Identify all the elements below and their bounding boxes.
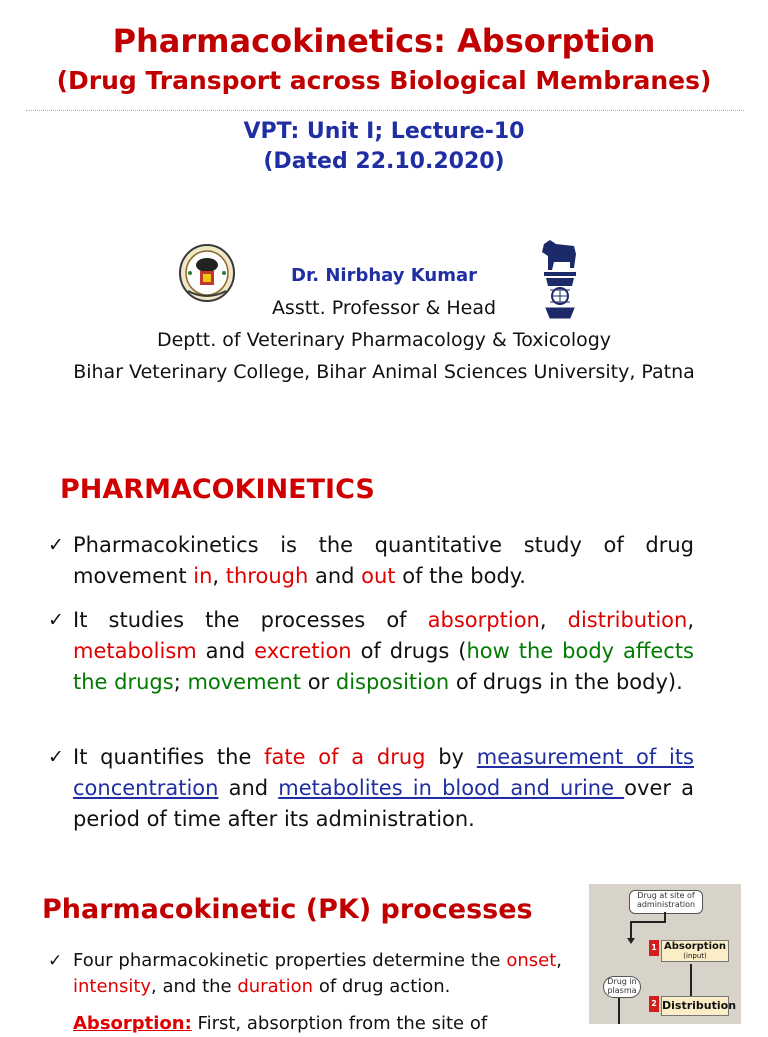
section-heading-pharmacokinetics: PHARMACOKINETICS	[60, 474, 375, 505]
bullet-item	[48, 530, 694, 592]
highlight-onset: onset	[506, 950, 557, 971]
highlight-absorption-label: Absorption:	[73, 1013, 192, 1034]
lecture-number: VPT: Unit I; Lecture-10	[243, 119, 525, 144]
divider	[26, 110, 744, 111]
figure-site-box: Drug at site of administration	[629, 890, 703, 914]
highlight-intensity: intensity	[73, 976, 152, 997]
text-span: by	[425, 745, 477, 769]
figure-plasma-box: Drug in plasma	[603, 976, 641, 998]
figure-absorption-label: Absorption	[663, 941, 726, 952]
text-span: and	[218, 776, 279, 800]
text-span: , and the	[151, 976, 238, 997]
bullet-text	[48, 948, 562, 1000]
pk-process-figure	[589, 884, 741, 1024]
author-department: Deptt. of Veterinary Pharmacology & Toxicology	[156, 329, 612, 351]
highlight-through: through	[225, 564, 309, 588]
text-span: Four pharmacokinetic properties determine the	[73, 950, 507, 971]
text-span: ,	[556, 950, 562, 971]
lecture-date: (Dated 22.10.2020)	[263, 149, 505, 174]
text-span: of drug action.	[313, 976, 451, 997]
bullet-text	[48, 605, 694, 698]
text-span: ,	[687, 608, 695, 632]
highlight-disposition: disposition	[335, 670, 450, 694]
underline-measurement: measurement of its concentration	[73, 745, 695, 800]
author-name: Dr. Nirbhay Kumar	[291, 265, 477, 286]
step-number-2: 2	[649, 996, 659, 1012]
text-span: ,	[212, 564, 226, 588]
lecture-info	[0, 117, 768, 177]
text-span: First, absorption from the site of	[191, 1013, 488, 1034]
slide-subtitle: (Drug Transport across Biological Membranes)	[56, 66, 712, 95]
highlight-metabolism: metabolism	[73, 639, 197, 663]
highlight-duration: duration	[237, 976, 314, 997]
figure-absorption-box	[661, 940, 729, 962]
text-span: It studies the processes of	[73, 608, 428, 632]
underline-metabolites: metabolites in blood and urine	[278, 776, 625, 800]
bullet-text	[48, 530, 694, 592]
author-institution: Bihar Veterinary College, Bihar Animal Sciences University, Patna	[73, 361, 695, 383]
checkmark-icon: ✓	[48, 609, 64, 631]
text-span: Pharmacokinetics is the quantitative study of drug movement	[73, 533, 694, 588]
highlight-in: in	[193, 564, 213, 588]
highlight-absorption: absorption	[427, 608, 540, 632]
text-span: and	[196, 639, 255, 663]
text-span: over a period of time after its administration.	[73, 776, 695, 831]
bullet-item	[48, 742, 694, 835]
text-span: of the body.	[395, 564, 526, 588]
step-number-1: 1	[649, 940, 659, 956]
figure-distribution-label: Distribution	[661, 996, 729, 1016]
figure-absorption-sub: (input)	[683, 952, 707, 960]
text-span: of drugs (	[351, 639, 467, 663]
highlight-fate: fate of a drug	[264, 745, 426, 769]
checkmark-icon: ✓	[48, 534, 64, 556]
bullet-item	[48, 948, 562, 1000]
bullet-text	[48, 742, 694, 835]
text-span: of drugs in the body).	[449, 670, 683, 694]
bullet-item	[48, 605, 694, 698]
slide-title: Pharmacokinetics: Absorption	[112, 22, 656, 60]
highlight-distribution: distribution	[567, 608, 688, 632]
section-heading-pk-processes: Pharmacokinetic (PK) processes	[42, 894, 533, 925]
checkmark-icon: ✓	[48, 951, 63, 971]
highlight-movement: movement	[187, 670, 302, 694]
text-span: ,	[539, 608, 568, 632]
highlight-how-body-affects: how the body affects the drugs	[73, 639, 694, 694]
bullet-item-partial	[48, 1011, 562, 1037]
text-span: or	[301, 670, 336, 694]
highlight-excretion: excretion	[254, 639, 352, 663]
text-span: It quantifies the	[73, 745, 265, 769]
text-span: ;	[173, 670, 188, 694]
checkmark-icon: ✓	[48, 746, 64, 768]
text-span: and	[308, 564, 362, 588]
author-designation: Asstt. Professor & Head	[271, 297, 497, 319]
highlight-out: out	[361, 564, 396, 588]
